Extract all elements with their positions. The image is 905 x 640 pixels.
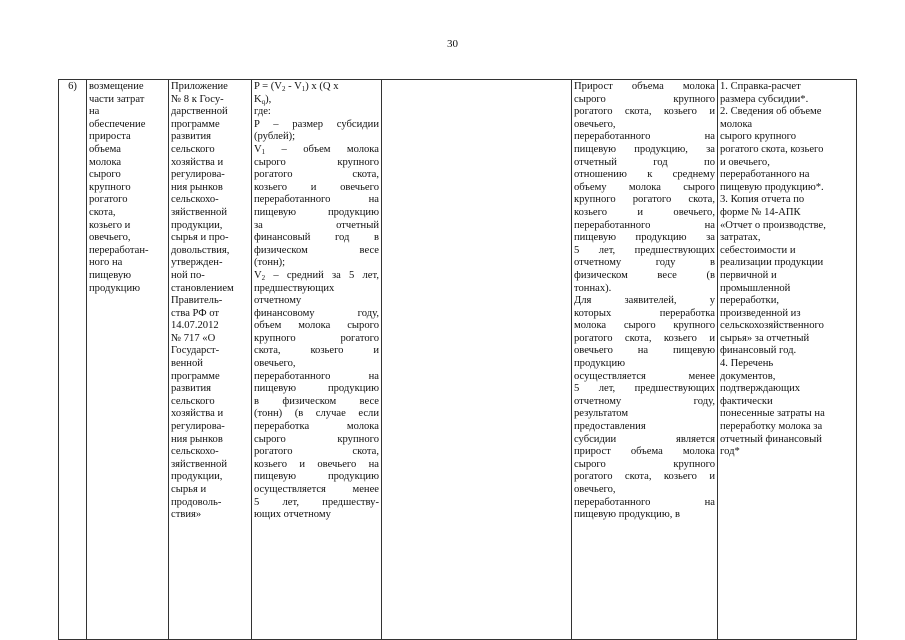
text-line: 1. Справка-расчет <box>720 81 801 92</box>
text-line: программе <box>171 118 220 130</box>
text-line: продукцию <box>89 282 141 294</box>
text-line: рогатого скота, козьего и <box>574 106 715 118</box>
text-line: Правитель- <box>171 295 223 307</box>
text-line: осуществляется менее <box>574 370 715 382</box>
text-line: реализации продукции <box>720 257 824 269</box>
text-line: овечьего, <box>89 232 131 244</box>
text-line: отчетный финансовый <box>720 433 822 445</box>
text-line: объему молока сырого <box>574 181 715 193</box>
text-line: (тонн) (в случае если <box>254 408 379 420</box>
text-line: пищевую <box>89 269 132 281</box>
formula-cell <box>252 80 382 640</box>
text-line: (тонн); <box>254 257 286 269</box>
text-line: рогатого <box>89 194 128 206</box>
text-line: Для заявителей, у <box>574 295 715 307</box>
text-line: ства РФ от <box>171 307 220 319</box>
text-line: переработанного на <box>574 131 715 143</box>
indicator-cell <box>572 80 718 640</box>
text-line: Прирост объема молока <box>574 81 715 92</box>
text-line: понесенные затраты на <box>720 408 825 420</box>
text-line: переработку молока за <box>720 421 823 433</box>
text-line: переработанного на <box>254 194 379 206</box>
text-line: на <box>89 106 100 118</box>
text-line: финансовый год в <box>254 232 379 244</box>
text-line: переработка молока <box>254 421 379 433</box>
text-line: рогатого скота, <box>254 169 379 181</box>
direction-cell <box>87 80 169 640</box>
text-line: обеспечение <box>89 118 146 130</box>
text-line: физическом весе <box>254 244 379 256</box>
text-line: хозяйства и <box>171 408 224 420</box>
text-line: развития <box>171 131 212 143</box>
text-line: сырого крупного <box>254 433 379 445</box>
text-line: зяйственной <box>171 206 228 218</box>
text-line: отчетному году в <box>574 257 715 269</box>
text-line: ния рынков <box>171 181 223 193</box>
table-row <box>59 80 857 640</box>
text-line: ного на <box>89 257 123 269</box>
text-line: № 717 «О <box>171 332 216 344</box>
text-line: сырья и <box>171 484 207 495</box>
text-line: ствия» <box>171 509 202 521</box>
text-line: себестоимости и <box>720 244 796 256</box>
text-line: прирост объема молока <box>574 446 715 458</box>
text-line: регулирова- <box>171 421 225 433</box>
text-line: сырого <box>89 169 121 181</box>
row-number: 6) <box>68 81 77 92</box>
basis-cell <box>169 80 252 640</box>
text-line: 5 лет, предшествующих <box>574 244 715 256</box>
text-line: овечьего на пищевую <box>574 345 715 357</box>
text-line: 2. Сведения об объеме <box>720 106 822 118</box>
text-line: пищевую продукцию, в <box>574 509 681 521</box>
text-line: переработанного на <box>574 219 715 231</box>
text-line: финансовый год. <box>720 345 797 357</box>
text-line: сельского <box>171 395 215 407</box>
text-line: программе <box>171 370 220 382</box>
text-line: «Отчет о производстве, <box>720 219 826 231</box>
text-line: документов, <box>720 370 776 382</box>
text-line: P – размер субсидии <box>254 118 379 130</box>
text-line: овечьего, <box>254 358 296 370</box>
text-line: крупного рогатого скота, <box>574 194 715 206</box>
text-line: объема <box>89 143 121 155</box>
text-line: дарственной <box>171 106 228 118</box>
text-line: сельскохо- <box>171 446 219 458</box>
documents-cell <box>718 80 857 640</box>
text-line: овечьего, <box>574 118 616 130</box>
text-line: 5 лет, предшеству- <box>254 496 379 508</box>
text-line: регулирова- <box>171 169 225 181</box>
text-line: осуществляется менее <box>254 484 379 495</box>
text-line: размера субсидии*. <box>720 93 809 105</box>
text-line: форме № 14-АПК <box>720 206 801 218</box>
text-line: затратах, <box>720 232 761 244</box>
text-line: молока <box>89 156 122 168</box>
text-line: утвержден- <box>171 257 223 269</box>
text-line: части затрат <box>89 93 145 105</box>
text-line: сырья» за отчетный <box>720 332 810 344</box>
text-line: отношению к среднему <box>574 169 715 181</box>
text-line: в физическом весе <box>254 395 379 407</box>
text-line: предшествующих <box>254 282 335 294</box>
text-line: год* <box>720 446 740 458</box>
text-line: козьего и овечьего, <box>574 206 715 218</box>
text-line: крупного <box>89 181 131 193</box>
text-line: которых переработка <box>574 307 715 319</box>
text-line: отчетный год по <box>574 156 715 168</box>
text-line: пищевую продукцию, за <box>574 143 715 155</box>
text-line: сельскохозяйственного <box>720 320 824 332</box>
text-line: становлением <box>171 282 234 294</box>
text-line: овечьего, <box>574 484 616 495</box>
text-line: ния рынков <box>171 433 223 445</box>
row-number-cell <box>59 80 87 640</box>
formula-line-2: $K_q$), <box>254 93 272 106</box>
text-line: 14.07.2012 <box>171 320 219 332</box>
text-line: (рублей); <box>254 131 296 143</box>
text-line: $V_2$ – средний за 5 лет, <box>254 269 379 282</box>
text-line: 3. Копия отчета по <box>720 194 805 206</box>
text-line: скота, <box>89 206 116 218</box>
text-line: хозяйства и <box>171 156 224 168</box>
text-line: за отчетный <box>254 219 379 231</box>
text-line: молока <box>720 118 753 130</box>
text-line: молока сырого крупного <box>574 320 715 332</box>
empty-cell <box>382 80 572 640</box>
text-line: 4. Перечень <box>720 358 774 370</box>
text-line: первичной и <box>720 269 777 281</box>
text-line: подтверждающих <box>720 383 801 395</box>
text-line: объем молока сырого <box>254 320 379 332</box>
text-line: пищевую продукцию <box>254 383 379 395</box>
text-line: отчетному году, <box>574 395 715 407</box>
text-line: и овечьего, <box>720 156 770 168</box>
text-line: сельского <box>171 143 215 155</box>
text-line: переработанного на <box>574 496 715 508</box>
text-line: отчетному <box>254 295 302 307</box>
text-line: Государст- <box>171 345 220 357</box>
text-line: возмещение <box>89 81 144 92</box>
subsidy-table <box>58 79 857 640</box>
text-line: переработан- <box>89 244 149 256</box>
text-line: фактически <box>720 395 773 407</box>
text-line: развития <box>171 383 212 395</box>
text-line: тоннах). <box>574 282 612 294</box>
text-line: зяйственной <box>171 458 228 470</box>
text-line: финансовому году, <box>254 307 379 319</box>
formula-line-1: $P = (V_2 - V_1)$ x (Q x <box>254 81 339 93</box>
text-line: пищевую продукцию*. <box>720 181 824 193</box>
text-line: рогатого скота, <box>254 446 379 458</box>
text-line: прироста <box>89 131 131 143</box>
text-line: промышленной <box>720 282 791 294</box>
text-line: переработки, <box>720 295 780 307</box>
text-line: крупного рогатого <box>254 332 379 344</box>
text-line: результатом <box>574 408 629 420</box>
text-line: 5 лет, предшествующих <box>574 383 715 395</box>
text-line: физическом весе (в <box>574 269 715 281</box>
text-line: предоставления <box>574 421 646 433</box>
text-line: переработанного на <box>720 169 810 181</box>
text-line: довольствия, <box>171 244 230 256</box>
text-line: продоволь- <box>171 496 222 508</box>
text-line: сырого крупного <box>720 131 797 143</box>
text-line: козьего и овечьего <box>254 181 379 193</box>
text-line: скота, козьего и <box>254 345 379 357</box>
text-line: венной <box>171 358 203 370</box>
text-line: Приложение <box>171 81 228 92</box>
text-line: сырого крупного <box>254 156 379 168</box>
text-line: $V_1$ – объем молока <box>254 143 379 156</box>
text-line: пищевую продукцию за <box>574 232 715 244</box>
text-line: пищевую продукцию <box>254 206 379 218</box>
text-line: произведенной из <box>720 307 801 319</box>
text-line: продукцию <box>574 358 626 370</box>
text-line: переработанного на <box>254 370 379 382</box>
text-line: продукции, <box>171 219 223 231</box>
text-line: субсидии является <box>574 433 715 445</box>
text-line: сырого крупного <box>574 93 715 105</box>
text-line: где: <box>254 106 271 118</box>
text-line: № 8 к Госу- <box>171 93 224 105</box>
text-line: сырья и про- <box>171 232 229 244</box>
text-line: козьего и овечьего на <box>254 458 379 470</box>
text-line: ной по- <box>171 269 205 281</box>
text-line: рогатого скота, козьего и <box>574 471 715 483</box>
text-line: ющих отчетному <box>254 509 331 521</box>
page-number: 30 <box>447 38 458 50</box>
text-line: козьего и <box>89 219 131 231</box>
text-line: сельскохо- <box>171 194 219 206</box>
text-line: продукции, <box>171 471 223 483</box>
text-line: рогатого скота, козьего и <box>574 332 715 344</box>
text-line: рогатого скота, козьего <box>720 143 824 155</box>
text-line: пищевую продукцию <box>254 471 379 483</box>
text-line: сырого крупного <box>574 458 715 470</box>
